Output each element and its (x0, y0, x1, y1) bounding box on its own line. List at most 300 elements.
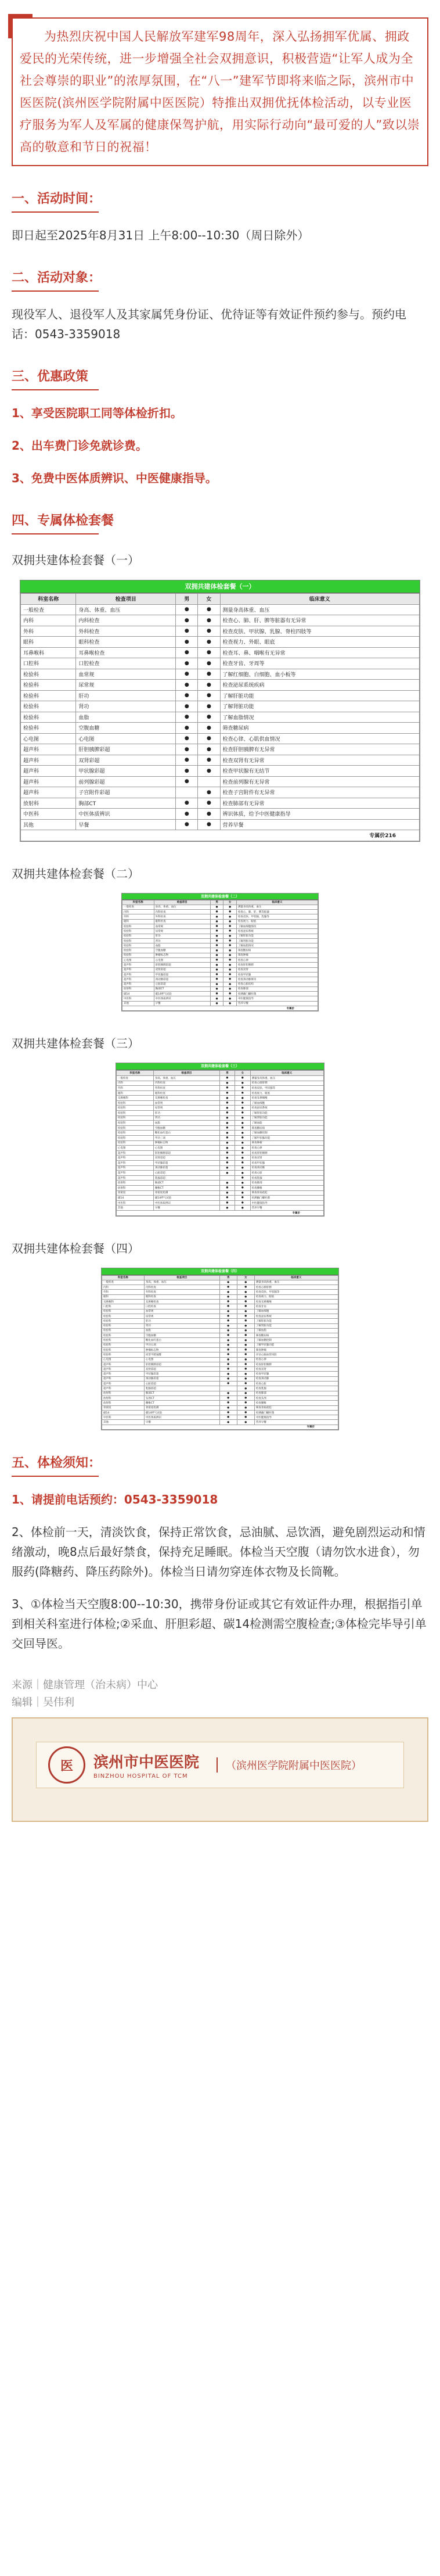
table-cell: ● (210, 924, 223, 928)
table-cell: 检测幽门螺杆菌 (236, 992, 318, 996)
table-cell: 检验科 (102, 1343, 145, 1347)
table-cell: 血常规 (144, 1309, 219, 1314)
table-row (102, 1382, 338, 1386)
table-cell: 骨密度 (102, 1405, 145, 1410)
table-cell: 检测幽门螺杆菌 (250, 1196, 323, 1201)
table-cell: 了解甲状腺功能 (250, 1136, 323, 1141)
table-cell: 超声科 (122, 972, 154, 977)
table-cell: 筛查糖尿病 (236, 948, 318, 953)
table-cell: 了解甲状腺功能 (254, 1343, 338, 1347)
table-cell: ● (235, 1075, 250, 1081)
table-cell: 超声科 (102, 1372, 145, 1376)
table-cell: ● (219, 1190, 235, 1196)
table-cell: ● (235, 1150, 250, 1156)
table-cell: 了解肝脏功能 (254, 1319, 338, 1323)
table-cell: ● (219, 1348, 237, 1352)
table-cell: 检查甲状腺有无结节 (220, 766, 419, 777)
table-cell: 检查双肾 (236, 967, 318, 972)
table-cell: 检验科 (117, 1111, 154, 1116)
table-cell: 早餐 (76, 819, 176, 830)
table-row (122, 910, 318, 914)
table-cell: ● (219, 1280, 237, 1285)
table-cell: 肿瘤标志物 (144, 1348, 219, 1352)
table-row (117, 1121, 324, 1126)
table-cell: ● (219, 1328, 237, 1333)
table-cell: ● (198, 744, 220, 755)
table-total-row (122, 1006, 318, 1011)
table-cell: 内科检查 (76, 615, 176, 626)
table-header-cell: 检查项目 (153, 1071, 219, 1076)
table-row (122, 924, 318, 928)
table-cell: ● (237, 1352, 254, 1357)
table-row (117, 1096, 324, 1101)
table-cell: 内科 (21, 615, 76, 626)
table-cell: 子宫附件彩超 (76, 787, 176, 798)
table-row (102, 1285, 338, 1290)
table-cell: 耳鼻喉科 (21, 647, 76, 658)
table-cell: ● (219, 1343, 237, 1347)
package-table-4 (101, 1268, 339, 1431)
table-cell: 检查牙齿 (254, 1304, 338, 1309)
table-row (102, 1323, 338, 1328)
table-row (102, 1415, 338, 1420)
table-cell: 心电图 (154, 958, 210, 963)
target-text: 现役军人、退役军人及其家属凭身份证、优待证等有效证件预约参与。预约电话：0543-3359018 (12, 307, 406, 341)
table-cell: 超声科 (102, 1367, 145, 1372)
table-cell: 了解血糖控制 (254, 1338, 338, 1343)
table-cell: 检验科 (122, 924, 154, 928)
table-row (122, 919, 318, 924)
table-row (21, 690, 420, 701)
table-cell: ● (210, 934, 223, 938)
package-price: 专属价216 (21, 830, 420, 841)
table-cell: 放射科 (102, 1391, 145, 1395)
table-cell: 检测幽门螺杆菌 (254, 1410, 338, 1415)
section-rule (12, 533, 99, 534)
table-cell: 外科检查 (144, 1290, 219, 1294)
table-cell: ● (210, 1001, 223, 1006)
package-price: 专属价 (102, 1425, 338, 1429)
table-cell: ● (210, 953, 223, 957)
package-caption: 双拥共建体检套餐（四） (12, 1241, 139, 1255)
table-row (21, 637, 420, 648)
table-cell: ● (237, 1285, 254, 1290)
table-cell: 其他 (122, 1001, 154, 1006)
table-header-cell: 检查项目 (76, 594, 176, 605)
table-cell: ● (176, 680, 198, 691)
table-cell: ● (219, 1096, 235, 1101)
table-cell: 胸部CT (153, 1181, 219, 1186)
table-cell: 检查头颅 (254, 1395, 338, 1400)
table-cell: 检查视力、眼底 (236, 919, 318, 924)
table-cell: ● (198, 658, 220, 669)
table-cell: 评估心脑血管风险 (254, 1352, 338, 1357)
table-row (117, 1100, 324, 1106)
table-total-row (117, 1210, 324, 1215)
table-cell: ● (198, 690, 220, 701)
table-cell: 检查心律 (236, 958, 318, 963)
table-cell: 同型半胱氨酸 (144, 1352, 219, 1357)
table-row (117, 1146, 324, 1151)
table-cell: 乳腺彩超 (153, 1175, 219, 1181)
table-cell: ● (219, 1121, 235, 1126)
table-row (117, 1165, 324, 1171)
table-cell: 测量身高体重、血压 (220, 604, 419, 615)
table-cell: 超声科 (21, 776, 76, 787)
table-row (102, 1386, 338, 1391)
table-row (102, 1352, 338, 1357)
table-cell: 检查泌尿系统 (250, 1106, 323, 1111)
table-cell: ● (198, 819, 220, 830)
table-cell: 尿常规 (154, 929, 210, 934)
table-cell: ● (176, 615, 198, 626)
table-row (117, 1196, 324, 1201)
table-cell: ● (235, 1146, 250, 1151)
table-cell: ● (237, 1338, 254, 1343)
table-cell: 腰椎CT (153, 1185, 219, 1190)
table-cell: 肾功 (153, 1115, 219, 1121)
table-cell: 筛查肿瘤 (236, 953, 318, 957)
table-cell: 检查腰椎 (254, 1401, 338, 1405)
package-caption: 双拥共建体检套餐（一） (12, 553, 139, 567)
table-cell: 中医健康指导 (236, 996, 318, 1001)
table-cell: ● (176, 744, 198, 755)
table-cell: ● (210, 986, 223, 991)
table-cell: 双肾彩超 (76, 755, 176, 766)
table-cell: ● (198, 809, 220, 820)
table-row (21, 755, 420, 766)
banner-plate (36, 1742, 404, 1788)
table-cell: 检查前列腺有无异常 (220, 776, 419, 787)
table-row (102, 1420, 338, 1425)
table-cell: 筛查肿瘤 (254, 1348, 338, 1352)
table-row (102, 1376, 338, 1381)
table-header-cell: 临床意义 (250, 1071, 323, 1076)
table-total-row (21, 830, 420, 841)
table-header-cell: 女 (237, 1275, 254, 1280)
table-row (102, 1338, 338, 1343)
table-cell: ● (219, 1309, 237, 1314)
table-cell: ● (219, 1391, 237, 1395)
table-cell: 碳14呼气试验 (154, 992, 210, 996)
table-row (102, 1294, 338, 1299)
table-cell: 血常规 (76, 669, 176, 680)
table-cell: 血脂 (154, 943, 210, 948)
table-cell: ● (237, 1309, 254, 1314)
table-cell: ● (176, 755, 198, 766)
benefit-item: 3、免费中医体质辨识、中医健康指导。 (12, 471, 217, 485)
table-cell: 超声科 (117, 1171, 154, 1176)
table-cell: 超声科 (102, 1362, 145, 1366)
table-cell: 检查皮肤、甲状腺等 (250, 1086, 323, 1091)
table-cell: 检查泌尿系统疾病 (220, 680, 419, 691)
table-cell: 检查皮肤、甲状腺、乳腺、脊柱四肢等 (220, 626, 419, 637)
table-cell: 甲状腺彩超 (144, 1372, 219, 1376)
table-cell: 肝胆胰脾彩超 (153, 1150, 219, 1156)
table-cell: ● (219, 1367, 237, 1372)
table-cell: ● (198, 680, 220, 691)
table-cell: 眼科检查 (154, 919, 210, 924)
table-cell: 双肾彩超 (153, 1156, 219, 1161)
table-cell: ● (223, 914, 237, 919)
section-notes-heading: 五、体检须知： (12, 1456, 102, 1471)
package-title: 双拥共建体检套餐（一） (20, 580, 420, 593)
table-cell: ● (219, 1376, 237, 1381)
table-cell: ● (223, 958, 237, 963)
table-cell: 糖化血红蛋白 (153, 1131, 219, 1136)
package-caption: 双拥共建体检套餐（三） (12, 1036, 139, 1051)
table-cell: 外科 (102, 1290, 145, 1294)
table-cell: 放射科 (21, 798, 76, 809)
table-cell: 超声科 (122, 963, 154, 967)
table-cell: 内科检查 (144, 1285, 219, 1290)
table-row (122, 967, 318, 972)
table-cell: ● (219, 1382, 237, 1386)
table-row (102, 1314, 338, 1318)
table-cell: 测量身高体重、血压 (236, 905, 318, 909)
table-cell: ● (235, 1165, 250, 1171)
table-cell: ● (235, 1125, 250, 1131)
table-cell: ● (210, 992, 223, 996)
table-cell: ● (210, 919, 223, 924)
table-cell: 中医体质辨识 (76, 809, 176, 820)
table-cell: ● (176, 701, 198, 712)
table-cell: ● (210, 963, 223, 967)
table-row (122, 982, 318, 986)
table-cell: ● (198, 766, 220, 777)
table-cell: ● (237, 1415, 254, 1420)
table-cell: ● (223, 919, 237, 924)
table-cell: 检验科 (21, 723, 76, 734)
table-cell: 心电图 (144, 1357, 219, 1362)
table-row (122, 948, 318, 953)
table-cell: 口腔检查 (144, 1304, 219, 1309)
table-cell: 放射科 (102, 1401, 145, 1405)
table-cell: ● (235, 1175, 250, 1181)
table-cell: 眼科 (21, 637, 76, 648)
table-cell: ● (219, 1086, 235, 1091)
table-header-cell: 检查项目 (144, 1275, 219, 1280)
table-cell: 胸部CT (154, 986, 210, 991)
table-cell: 双肾彩超 (154, 967, 210, 972)
table-cell: 乳腺彩超 (144, 1386, 219, 1391)
table-cell: 了解血细胞 (250, 1100, 323, 1106)
table-row (117, 1150, 324, 1156)
table-cell: ● (235, 1140, 250, 1146)
table-cell: 了解肾脏功能 (220, 701, 419, 712)
table-cell: ● (235, 1090, 250, 1096)
table-row (122, 977, 318, 982)
table-cell: ● (219, 1081, 235, 1086)
table-row (102, 1304, 338, 1309)
table-row (102, 1357, 338, 1362)
table-cell: 检验科 (117, 1125, 154, 1131)
table-cell: 检查甲状腺 (250, 1161, 323, 1166)
section-rule (12, 211, 99, 213)
table-cell: 血脂 (153, 1121, 219, 1126)
table-cell: 超声科 (102, 1382, 145, 1386)
table-cell: ● (198, 798, 220, 809)
table-row (117, 1090, 324, 1096)
table-row (102, 1280, 338, 1285)
table-cell: ● (198, 647, 220, 658)
note-label: 1、请提前电话预约： (12, 1492, 124, 1507)
table-cell: ● (198, 787, 220, 798)
table-cell: 检查耳鼻咽喉 (254, 1300, 338, 1304)
hospital-english-name: BINZHOU HOSPITAL OF TCM (93, 1773, 188, 1780)
table-cell: 测量身高体重、血压 (254, 1280, 338, 1285)
table-cell: ● (223, 934, 237, 938)
table-row (117, 1206, 324, 1211)
table-cell: 心电图 (122, 958, 154, 963)
table-cell: 检查心、肺、肝、脾等脏器有无异常 (220, 615, 419, 626)
table-header-cell: 临床意义 (254, 1275, 338, 1280)
table-cell: 胸部CT (144, 1391, 219, 1395)
table-cell: ● (235, 1190, 250, 1196)
table-cell: 超声科 (122, 977, 154, 982)
table-cell: 检查视力、眼底 (250, 1090, 323, 1096)
table-cell: ● (210, 905, 223, 909)
table-cell: 超声科 (117, 1165, 154, 1171)
table-cell: 检查耳、鼻、咽喉有无异常 (220, 647, 419, 658)
note-item: 2、体检前一天，清淡饮食，保持正常饮食，忌油腻、忌饮酒，避免剧烈运动和情绪激动，晚8点后最好禁食，保持充足睡眠。体检当天空腹（请勿饮水进食），勿服药(降糖药、降压药除外)。体检当日请勿穿连体衣物及长筒靴。 (12, 1525, 425, 1579)
table-cell: 了解肝脏功能 (250, 1111, 323, 1116)
table-cell: 检查乳腺 (254, 1386, 338, 1391)
table-cell: 了解血细胞情况 (236, 924, 318, 928)
table-cell: ● (219, 1300, 237, 1304)
table-row (117, 1125, 324, 1131)
section-rule (12, 290, 99, 292)
table-cell: 检验科 (122, 948, 154, 953)
table-cell: 外科检查 (153, 1086, 219, 1091)
table-cell: ● (235, 1185, 250, 1190)
table-cell: ● (176, 798, 198, 809)
table-cell: 放射科 (117, 1181, 154, 1186)
table-cell: ● (219, 1146, 235, 1151)
table-cell: 耳鼻喉检查 (144, 1300, 219, 1304)
table-row (122, 938, 318, 943)
table-cell: 了解血细胞 (254, 1309, 338, 1314)
table-cell (198, 776, 220, 787)
table-cell: 心电图 (21, 733, 76, 744)
table-cell: ● (219, 1338, 237, 1343)
section-benefit-heading: 三、优惠政策 (12, 369, 89, 384)
table-row (122, 929, 318, 934)
table-cell: ● (237, 1304, 254, 1309)
table-cell: ● (235, 1121, 250, 1126)
table-cell: 检验科 (102, 1328, 145, 1333)
table-cell: ● (237, 1343, 254, 1347)
table-cell: 检查心律 (254, 1357, 338, 1362)
table-cell: 检验科 (122, 938, 154, 943)
table-cell: 检查泌尿系统 (236, 929, 318, 934)
table-cell: ● (223, 992, 237, 996)
table-cell: 检查肺部 (236, 986, 318, 991)
table-cell: 检验科 (102, 1314, 145, 1318)
table-header-cell: 男 (219, 1275, 237, 1280)
table-row (122, 934, 318, 938)
table-header-cell: 男 (176, 594, 198, 605)
table-row (102, 1362, 338, 1366)
table-cell: ● (210, 972, 223, 977)
table-cell: 心脏彩超 (144, 1382, 219, 1386)
table-row (117, 1131, 324, 1136)
table-cell: ● (219, 1401, 237, 1405)
table-cell: 检查肝胆胰脾 (236, 963, 318, 967)
table-cell: ● (219, 1372, 237, 1376)
table-cell: 碳14呼气试验 (144, 1410, 219, 1415)
table-cell: ● (235, 1156, 250, 1161)
table-cell: 放射科 (102, 1395, 145, 1400)
table-row (117, 1086, 324, 1091)
table-row (21, 604, 420, 615)
table-cell: ● (223, 943, 237, 948)
table-cell: 检查肺部 (254, 1391, 338, 1395)
table-cell (176, 787, 198, 798)
table-cell: 超声科 (21, 755, 76, 766)
table-cell: ● (219, 1357, 237, 1362)
table-row (21, 680, 420, 691)
table-row (21, 733, 420, 744)
table-cell: 检查皮肤、甲状腺等 (254, 1290, 338, 1294)
table-cell: ● (219, 1156, 235, 1161)
table-cell: 尿常规 (144, 1314, 219, 1318)
package-caption: 双拥共建体检套餐（二） (12, 866, 139, 881)
table-cell: 检查视力、眼底 (254, 1294, 338, 1299)
table-cell: ● (237, 1395, 254, 1400)
table-cell: 口腔检查 (76, 658, 176, 669)
table-row (117, 1156, 324, 1161)
table-cell: ● (219, 1131, 235, 1136)
table-cell: 内科 (122, 910, 154, 914)
table-cell: 颈动脉彩超 (144, 1376, 219, 1381)
table-cell: ● (237, 1401, 254, 1405)
table-cell: 心电图 (153, 1146, 219, 1151)
table-cell: ● (210, 982, 223, 986)
table-cell: 营养早餐 (250, 1206, 323, 1211)
table-row (21, 798, 420, 809)
table-row (102, 1319, 338, 1323)
table-cell: 检验科 (102, 1323, 145, 1328)
table-header-cell: 男 (219, 1071, 235, 1076)
table-cell: 其他 (21, 819, 76, 830)
table-cell: 检查颈动脉 (254, 1376, 338, 1381)
table-cell: 肝胆胰脾彩超 (154, 963, 210, 967)
table-row (117, 1136, 324, 1141)
section-package-heading: 四、专属体检套餐 (12, 514, 114, 528)
table-cell: 检验科 (117, 1131, 154, 1136)
table-cell: 检查肝胆胰脾有无异常 (220, 744, 419, 755)
table-cell: 检验科 (102, 1333, 145, 1338)
table-cell: 碳14 (122, 992, 154, 996)
table-cell: 筛查糖尿病 (254, 1333, 338, 1338)
table-cell: ● (176, 712, 198, 723)
note-item: 3、①体检当天空腹8:00--10:30，携带身份证或其它有效证件办理，根据指引单到相关科室进行体检;②采血、肝胆彩超、碳14检测需空腹检查;③体检完毕导引单交回导医。 (12, 1597, 427, 1651)
table-cell: 其他 (102, 1420, 145, 1425)
table-cell: 超声科 (122, 967, 154, 972)
table-cell: 了解红细胞、白细胞、血小板等 (220, 669, 419, 680)
table-cell: ● (223, 905, 237, 909)
intro-box (12, 17, 428, 166)
table-row (102, 1343, 338, 1347)
table-cell: 检查泌尿系统 (254, 1314, 338, 1318)
table-cell: ● (219, 1125, 235, 1131)
table-cell: 空腹血糖 (153, 1125, 219, 1131)
table-cell: 检验科 (117, 1100, 154, 1106)
table-cell (219, 1175, 235, 1181)
phone-link[interactable]: 0543-3359018 (124, 1492, 218, 1507)
table-cell: ● (237, 1362, 254, 1366)
